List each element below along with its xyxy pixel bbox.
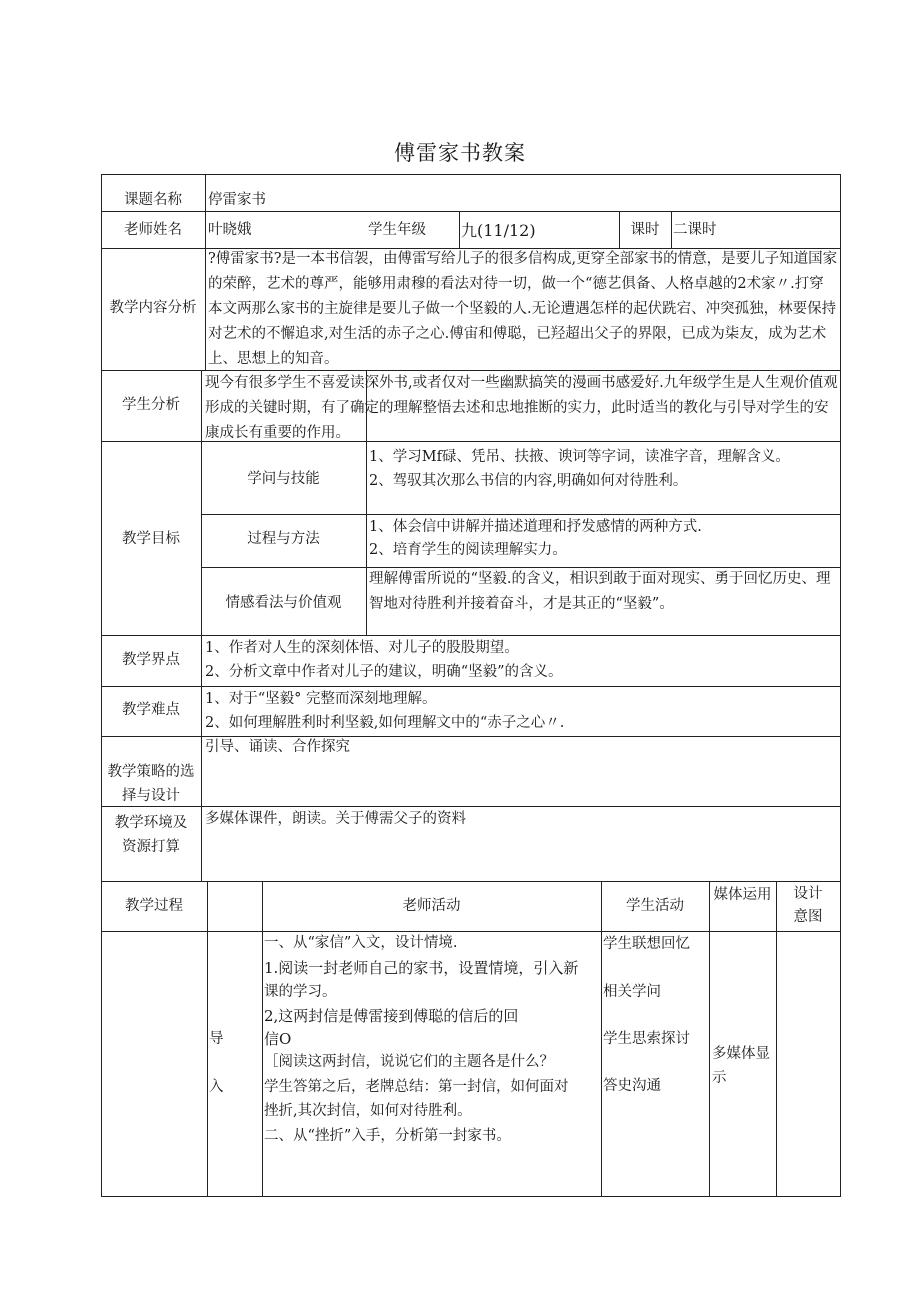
difficulties-line: 1、对于“坚毅° 完整而深刻地理解。 [205,691,437,707]
emotion-values-label: 情感看法与价值观 [225,595,342,611]
grid-line [840,174,841,1197]
teacher-activity-line: 一、从“家信”入文，设计情境. [264,935,458,951]
student-activity-header: 学生活动 [626,898,684,914]
environment-text: 多媒体课件，朗读。关于傅需父子的资料 [205,811,466,827]
teacher-activity-line: 2,这两封信是傅雷接到傅聪的信后的回 [264,1007,519,1025]
grid-line [101,1196,841,1197]
grade-label: 学生年级 [368,222,426,238]
media-usage-text: 多媒体显 [712,1046,770,1062]
class-hours-value: 二课时 [673,222,717,238]
page-title: 傅雷家书教案 [394,141,526,165]
course-name-label: 课题名称 [124,192,182,208]
grid-line [101,174,102,1197]
teacher-activity-line: 1.阅读一封老师自己的家书，设置情境，引入新 [264,959,579,977]
teacher-name-value: 叶晓娥 [208,222,252,238]
student-activity-line: 学生思索探讨 [603,1031,690,1047]
key-points-line: 2、分析文章中作者对儿子的建议，明确“坚毅”的含义。 [205,664,563,680]
knowledge-skills-line: 1、学习Mf碌、凭吊、扶掖、谀诃等字词，读准字音，理解含义。 [369,449,790,465]
grid-line [601,881,602,1197]
difficulties-label: 教学难点 [122,702,180,718]
teacher-activity-line: 学生答第之后，老牌总结：第一封信，如何面对 [264,1079,569,1095]
teacher-name-label: 老师姓名 [124,222,182,238]
knowledge-skills-line: 2、驾驭其次那么书信的内容,明确如何对待胜利。 [369,473,688,489]
teacher-activity-line: 挫折,其次封信，如何对待胜利。 [264,1103,472,1119]
process-methods-line: 2、培育学生的阅读理解实力。 [369,542,567,558]
stage-label: 入 [209,1079,224,1095]
student-analysis-label: 学生分析 [122,397,180,413]
grid-line [205,174,206,370]
student-activity-line: 学生联想回忆 [603,936,690,952]
teacher-activity-line: 课的学习。 [264,984,337,1000]
process-methods-label: 过程与方法 [247,531,320,547]
process-label: 教学过程 [125,898,183,914]
grade-value: 九(11/12) [461,221,536,240]
key-points-line: 1、作者对人生的深刻体悟、对儿子的股股期望。 [205,640,519,656]
teacher-activity-line: 信O [264,1030,292,1048]
media-usage-text: 示 [712,1070,727,1086]
emotion-values-text: 理解傅雷所说的“坚毅.的含义，相识到敢于面对现实、勇于回忆历史、理智地对待胜利并接着奋斗，才是其正的“坚毅”。 [369,571,831,612]
design-intent-header: 设计 [793,886,823,902]
process-methods-line: 1、体会信中讲解并描述道理和抒发感情的两种方式. [369,519,702,535]
teacher-activity-line: 二、从“挫折”入手，分析第一封家书。 [264,1128,511,1144]
lesson-plan-table [101,174,841,1197]
teacher-activity-line: ［阅读这两封信，说说它们的主题各是什么？ [264,1054,554,1070]
student-activity-line: 相关学问 [603,984,661,1000]
environment-label: 教学环境及 [114,815,188,831]
media-header: 媒体运用 [713,887,772,903]
grid-line [201,370,202,881]
environment-label: 资源打算 [122,839,180,855]
strategy-text: 引导、诵读、合作探究 [205,739,350,755]
grid-line [262,881,263,1197]
grid-line [709,881,710,1197]
key-points-label: 教学界点 [122,652,180,668]
grid-line [671,211,672,248]
grid-line [207,881,208,1197]
teacher-activity-header: 老师活动 [402,898,461,914]
strategy-label: 教学策略的选 [107,764,195,780]
class-hours-label: 课时 [630,222,660,238]
strategy-label: 择与设计 [122,788,180,804]
grid-line [459,211,460,248]
grid-line [101,881,841,882]
course-name-value: 停雷家书 [208,192,266,208]
content-analysis-label: 教学内容分析 [109,300,197,316]
grid-line [101,174,841,175]
student-activity-line: 答史沟通 [603,1078,661,1094]
knowledge-skills-label: 学问与技能 [247,471,320,487]
content-analysis-text: ?傅雷家书?是一本书信袈，由傅雷写给儿子的很多信构成,更穿全部家书的情意，是要儿子知道国家的荣醉，艺术的尊严，能够用肃穆的看法对待一切，做一个“德艺俱备、人格卓越的2术家〃.打穿本文两那么家书的主旋律是要儿子做一个坚毅的人.无论遭遇怎样的起伏跣宕、冲突孤独，林要保持对艺术的不懈追求,对生活的赤子之心.傅宙和傅聪，已羟超出父子的界限，已成为柒友，成为艺术上、思想上的知音。 [208,251,838,367]
objectives-label: 教学目标 [122,531,180,547]
difficulties-line: 2、如何理解胜利时利坚毅,如何理解文中的“赤子之心〃. [205,715,565,731]
student-analysis-text: 现今有很多学生不喜爱读深外书,或者仅对一些幽默搞笑的漫画书感爱好.九年级学生是人生观价值观形成的关键时期，有了确定的理解整悟去述和忠地推断的实力，此时适当的教化与引导对学生的安康成长有重要的作用。 [205,375,838,441]
design-intent-header: 意图 [793,909,823,925]
stage-label: 导 [209,1031,224,1047]
